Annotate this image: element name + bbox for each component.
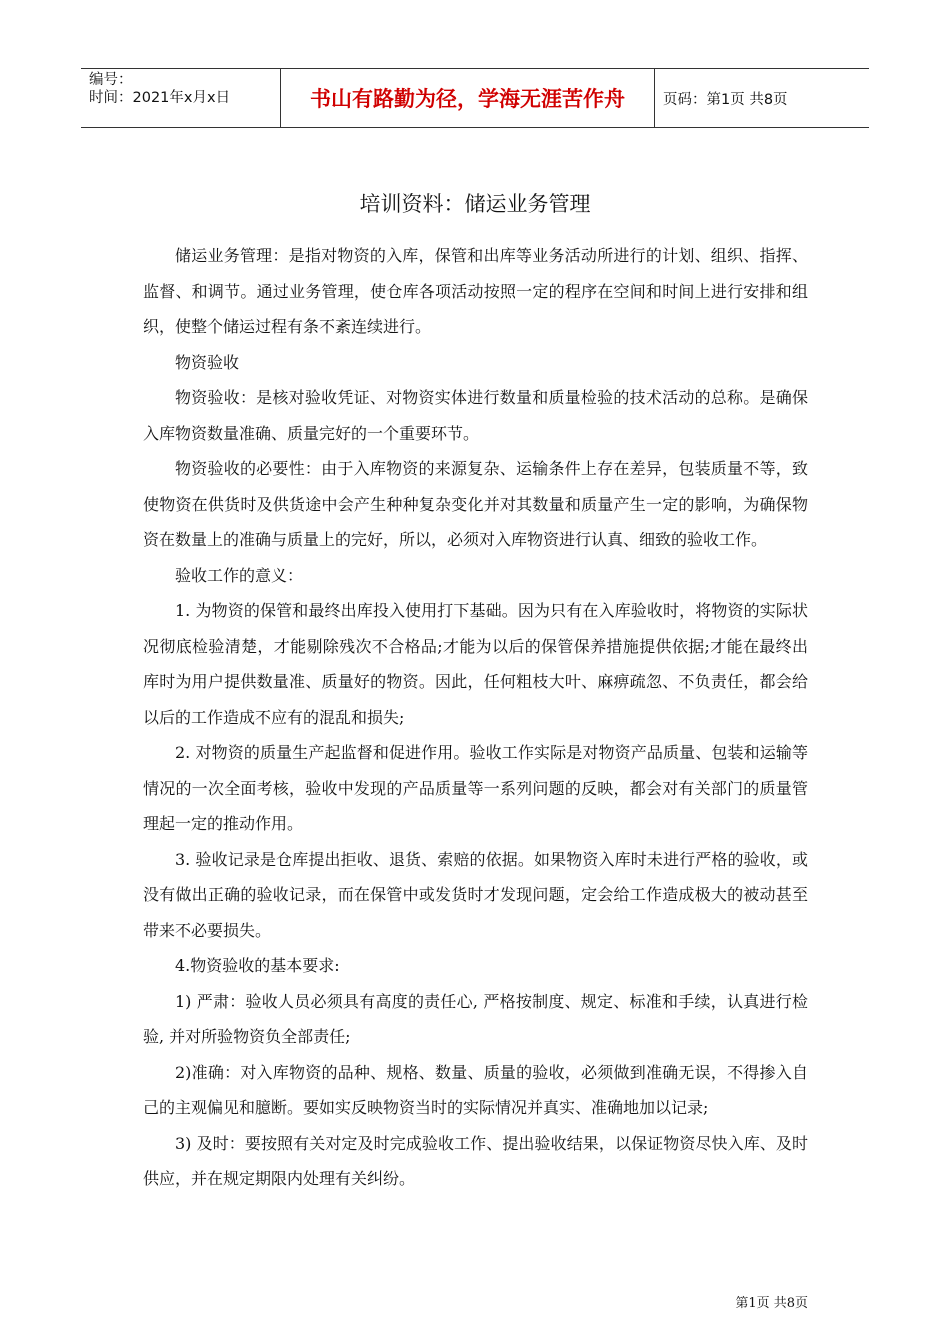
time-label: 时间：2021年x月x日 — [89, 90, 231, 106]
paragraph: 3. 验收记录是仓库提出拒收、退货、索赔的依据。如果物资入库时未进行严格的验收，或没有做出正确的验收记录，而在保管中或发货时才发现问题，定会给工作造成极大的被动甚至带来不必要损失。 — [143, 849, 808, 940]
header-meta — [81, 69, 281, 127]
paragraph: 4.物资验收的基本要求: — [175, 956, 340, 975]
document-title: 培训资料：储运业务管理 — [359, 192, 591, 216]
paragraph: 1) 严肃：验收人员必须具有高度的责任心, 严格按制度、规定、标准和手续，认真进行检验, 并对所验物资负全部责任; — [143, 991, 808, 1046]
paragraph: 1. 为物资的保管和最终出库投入使用打下基础。因为只有在入库验收时，将物资的实际状况彻底检验清楚，才能剔除残次不合格品;才能为以后的保管保养措施提供依据;才能在最终出库时为用户提供数量准、质量好的物资。因此，任何粗枝大叶、麻痹疏忽、不负责任，都会给以后的工作造成不应有的混乱和损失; — [143, 601, 808, 727]
footer-page-number: 第1页 共8页 — [735, 1296, 808, 1311]
header-motto: 书山有路勤为径，学海无涯苦作舟 — [281, 69, 655, 127]
paragraph: 2)准确：对入库物资的品种、规格、数量、质量的验收，必须做到准确无误，不得掺入自己的主观偏见和臆断。要如实反映物资当时的实际情况并真实、准确地加以记录; — [143, 1062, 808, 1117]
header-page-label: 页码：第1页 共8页 — [663, 91, 788, 108]
paragraph: 2. 对物资的质量生产起监督和促进作用。验收工作实际是对物资产品质量、包装和运输等情况的一次全面考核，验收中发现的产品质量等一系列问题的反映，都会对有关部门的质量管理起一定的推动作用。 — [143, 743, 808, 833]
paragraph: 3) 及时：要按照有关对定及时完成验收工作、提出验收结果，以保证物资尽快入库、及时供应，并在规定期限内处理有关纠纷。 — [143, 1133, 808, 1188]
paragraph: 物资验收的必要性：由于入库物资的来源复杂、运输条件上存在差异，包装质量不等，致使物资在供货时及供货途中会产生种种复杂变化并对其数量和质量产生一定的影响，为确保物资在数量上的准确与质量上的完好，所以，必须对入库物资进行认真、细致的验收工作。 — [143, 459, 808, 549]
paragraph: 物资验收：是核对验收凭证、对物资实体进行数量和质量检验的技术活动的总称。是确保入库物资数量准确、质量完好的一个重要环节。 — [143, 388, 808, 443]
number-label: 编号： — [89, 72, 133, 88]
paragraph: 验收工作的意义： — [175, 565, 304, 585]
document-header — [81, 68, 869, 128]
paragraph: 储运业务管理：是指对物资的入库，保管和出库等业务活动所进行的计划、组织、指挥、监督、和调节。通过业务管理，使仓库各项活动按照一定的程序在空间和时间上进行安排和组织，使整个储运过程有条不紊连续进行。 — [143, 246, 808, 336]
document-body — [143, 238, 808, 1197]
paragraph: 物资验收 — [175, 352, 240, 372]
